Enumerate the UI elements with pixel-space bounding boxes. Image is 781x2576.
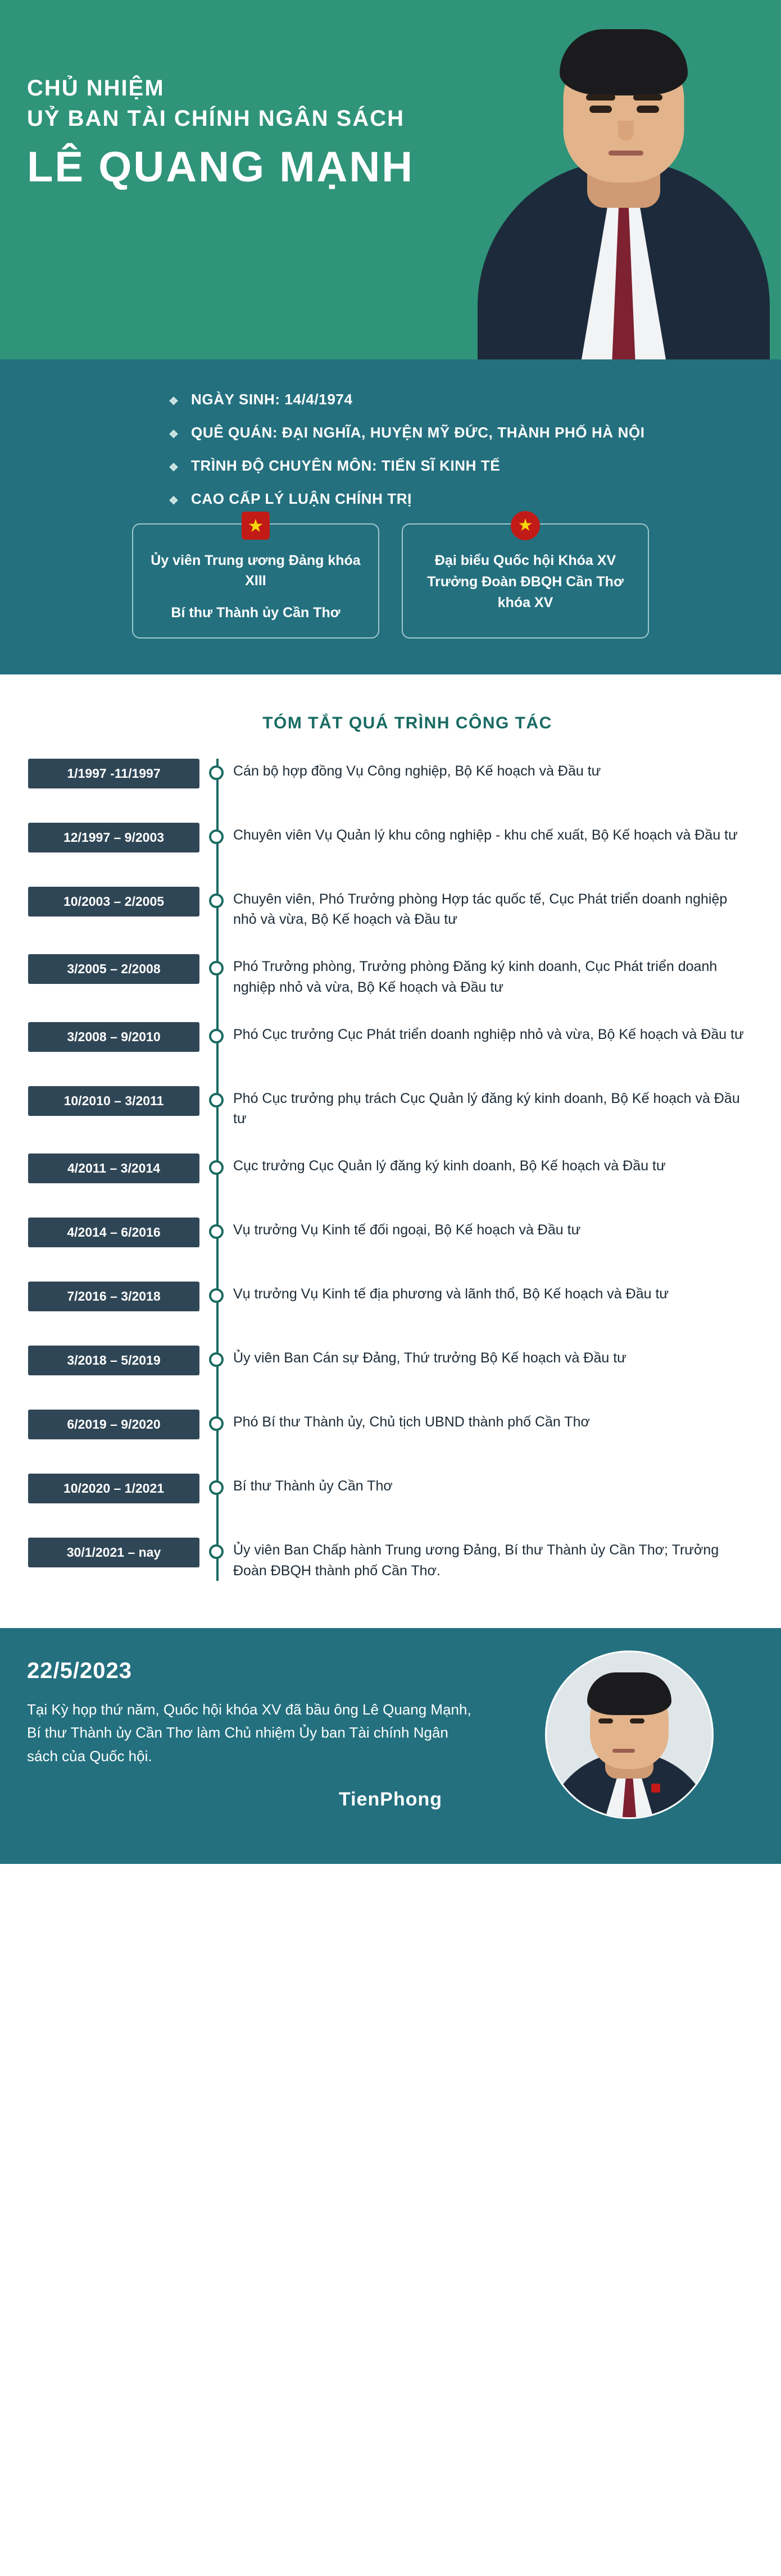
timeline-row	[22, 1282, 781, 1321]
timeline-description: Cán bộ hợp đồng Vụ Công nghiệp, Bộ Kế hoạch và Đầu tư	[233, 763, 601, 779]
footer-portrait-eye-right	[630, 1718, 644, 1724]
card-line-1: Ủy viên Trung ương Đảng khóa XIII	[151, 553, 361, 589]
timeline-description: Cục trưởng Cục Quản lý đăng ký kinh doanh, Bộ Kế hoạch và Đầu tư	[233, 1158, 666, 1174]
timeline-dot-icon	[199, 1153, 233, 1182]
timeline-dot-icon	[199, 887, 233, 915]
timeline-dot-icon	[199, 1086, 233, 1114]
timeline-period: 10/2010 – 3/2011	[28, 1086, 199, 1116]
timeline-row	[22, 954, 781, 997]
timeline-row	[22, 1218, 781, 1257]
timeline-row	[22, 759, 781, 798]
timeline-dot-icon	[199, 1282, 233, 1310]
portrait-eye-left	[589, 106, 612, 113]
timeline-row	[22, 887, 781, 930]
footer-portrait-eye-left	[598, 1718, 613, 1724]
portrait-mouth	[609, 151, 643, 156]
timeline-period: 7/2016 – 3/2018	[28, 1282, 199, 1311]
timeline-dot-icon	[199, 1538, 233, 1566]
timeline-description: Phó Cục trưởng phụ trách Cục Quản lý đăng ký kinh doanh, Bộ Kế hoạch và Đầu tư	[233, 1090, 740, 1127]
timeline-row	[22, 1022, 781, 1061]
bio-fact-text: CAO CẤP LÝ LUẬN CHÍNH TRỊ	[191, 490, 412, 507]
diamond-bullet-icon: ❖	[169, 428, 179, 441]
brand-logo: TienPhong	[338, 1788, 443, 1810]
lapel-pin-icon	[651, 1784, 660, 1793]
role-line-2: UỶ BAN TÀI CHÍNH NGÂN SÁCH	[27, 106, 405, 131]
footer-band	[0, 1628, 781, 1864]
timeline-period: 10/2020 – 1/2021	[28, 1474, 199, 1503]
footer-portrait-hair	[587, 1672, 671, 1715]
party-flag-shape	[242, 512, 270, 540]
timeline-period: 3/2005 – 2/2008	[28, 954, 199, 984]
timeline-dot-icon	[199, 823, 233, 851]
footer-date: 22/5/2023	[27, 1658, 132, 1683]
info-band	[0, 359, 781, 674]
timeline-description: Bí thư Thành ủy Cần Thơ	[233, 1478, 393, 1494]
timeline-description: Ủy viên Ban Cán sự Đảng, Thứ trưởng Bộ Kế hoạch và Đầu tư	[233, 1350, 626, 1366]
bio-fact-text: NGÀY SINH: 14/4/1974	[191, 391, 353, 408]
list-item	[169, 457, 781, 475]
timeline-dot-icon	[199, 1474, 233, 1502]
card-line-1: Đại biểu Quốc hội Khóa XV	[434, 553, 616, 568]
timeline-period: 4/2014 – 6/2016	[28, 1218, 199, 1247]
timeline-row	[22, 1086, 781, 1129]
timeline-period: 12/1997 – 9/2003	[28, 823, 199, 852]
bio-fact-text: QUÊ QUÁN: ĐẠI NGHĨA, HUYỆN MỸ ĐỨC, THÀNH PHỐ HÀ NỘI	[191, 424, 645, 441]
bio-fact-text: TRÌNH ĐỘ CHUYÊN MÔN: TIẾN SĨ KINH TẾ	[191, 457, 501, 474]
timeline-description: Chuyên viên, Phó Trưởng phòng Hợp tác quốc tế, Cục Phát triển doanh nghiệp nhỏ và vừa, Bộ Kế hoạch và Đầu tư	[233, 891, 728, 927]
diamond-bullet-icon: ❖	[169, 495, 179, 507]
timeline-description: Ủy viên Ban Chấp hành Trung ương Đảng, Bí thư Thành ủy Cần Thơ; Trưởng Đoàn ĐBQH thành phố Cần Thơ.	[233, 1542, 719, 1579]
timeline-description: Phó Cục trưởng Cục Phát triển doanh nghiệp nhỏ và vừa, Bộ Kế hoạch và Đầu tư	[233, 1026, 744, 1042]
position-card-party	[132, 523, 379, 639]
timeline-title: TÓM TẮT QUÁ TRÌNH CÔNG TÁC	[262, 713, 552, 732]
timeline-row	[22, 1153, 781, 1193]
timeline-row	[22, 823, 781, 862]
timeline-description: Phó Trưởng phòng, Trưởng phòng Đăng ký kinh doanh, Cục Phát triển doanh nghiệp nhỏ và vừa, Bộ Kế hoạch và Đầu tư	[233, 959, 718, 995]
footer-portrait-photo	[545, 1651, 714, 1819]
portrait-hair	[560, 29, 688, 95]
party-flag-icon	[240, 510, 271, 541]
portrait-eye-right	[637, 106, 659, 113]
timeline-period: 3/2008 – 9/2010	[28, 1022, 199, 1052]
timeline-period: 1/1997 -11/1997	[28, 759, 199, 788]
portrait-brow-right	[633, 94, 662, 101]
position-card-assembly	[402, 523, 649, 639]
national-emblem-icon	[510, 510, 541, 541]
timeline-dot-icon	[199, 1022, 233, 1050]
timeline-row	[22, 1538, 781, 1581]
person-name: LÊ QUANG MẠNH	[27, 143, 415, 191]
timeline-dot-icon	[199, 1346, 233, 1374]
list-item	[169, 424, 781, 441]
national-emblem-shape	[511, 511, 540, 540]
timeline-description: Phó Bí thư Thành ủy, Chủ tịch UBND thành phố Cần Thơ	[233, 1414, 590, 1430]
role-line-1: CHỦ NHIỆM	[27, 76, 165, 101]
timeline-row	[22, 1346, 781, 1385]
timeline-description: Vụ trưởng Vụ Kinh tế địa phương và lãnh thổ, Bộ Kế hoạch và Đầu tư	[233, 1286, 669, 1302]
timeline-dot-icon	[199, 759, 233, 787]
footer-portrait-mouth	[612, 1749, 635, 1753]
timeline	[22, 759, 781, 1581]
timeline-period: 3/2018 – 5/2019	[28, 1346, 199, 1375]
career-timeline-section	[0, 674, 781, 1628]
timeline-description: Chuyên viên Vụ Quản lý khu công nghiệp - khu chế xuất, Bộ Kế hoạch và Đầu tư	[233, 827, 738, 843]
portrait-brow-left	[586, 94, 615, 101]
bio-facts-list	[169, 391, 781, 508]
portrait-nose	[618, 121, 634, 141]
timeline-description: Vụ trưởng Vụ Kinh tế đối ngoại, Bộ Kế hoạch và Đầu tư	[233, 1222, 581, 1238]
timeline-dot-icon	[199, 1218, 233, 1246]
timeline-row	[22, 1410, 781, 1449]
header-banner	[0, 0, 781, 359]
timeline-period: 6/2019 – 9/2020	[28, 1410, 199, 1439]
list-item	[169, 490, 781, 508]
position-cards	[0, 523, 781, 639]
list-item	[169, 391, 781, 408]
diamond-bullet-icon: ❖	[169, 462, 179, 474]
header-text-block	[27, 73, 454, 191]
timeline-period: 30/1/2021 – nay	[28, 1538, 199, 1567]
timeline-dot-icon	[199, 954, 233, 982]
timeline-row	[22, 1474, 781, 1513]
timeline-period: 10/2003 – 2/2005	[28, 887, 199, 917]
card-line-2: Bí thư Thành ủy Cần Thơ	[171, 604, 340, 621]
timeline-dot-icon	[199, 1410, 233, 1438]
diamond-bullet-icon: ❖	[169, 395, 179, 408]
portrait-photo	[466, 0, 781, 359]
card-line-2: Trưởng Đoàn ĐBQH Cần Thơ khóa XV	[427, 574, 624, 610]
footer-text: Tại Kỳ họp thứ năm, Quốc hội khóa XV đã bầu ông Lê Quang Mạnh, Bí thư Thành ủy Cần Thơ làm Chủ nhiệm Ủy ban Tài chính Ngân sách của Quốc hội.	[27, 1700, 471, 1765]
timeline-period: 4/2011 – 3/2014	[28, 1153, 199, 1183]
